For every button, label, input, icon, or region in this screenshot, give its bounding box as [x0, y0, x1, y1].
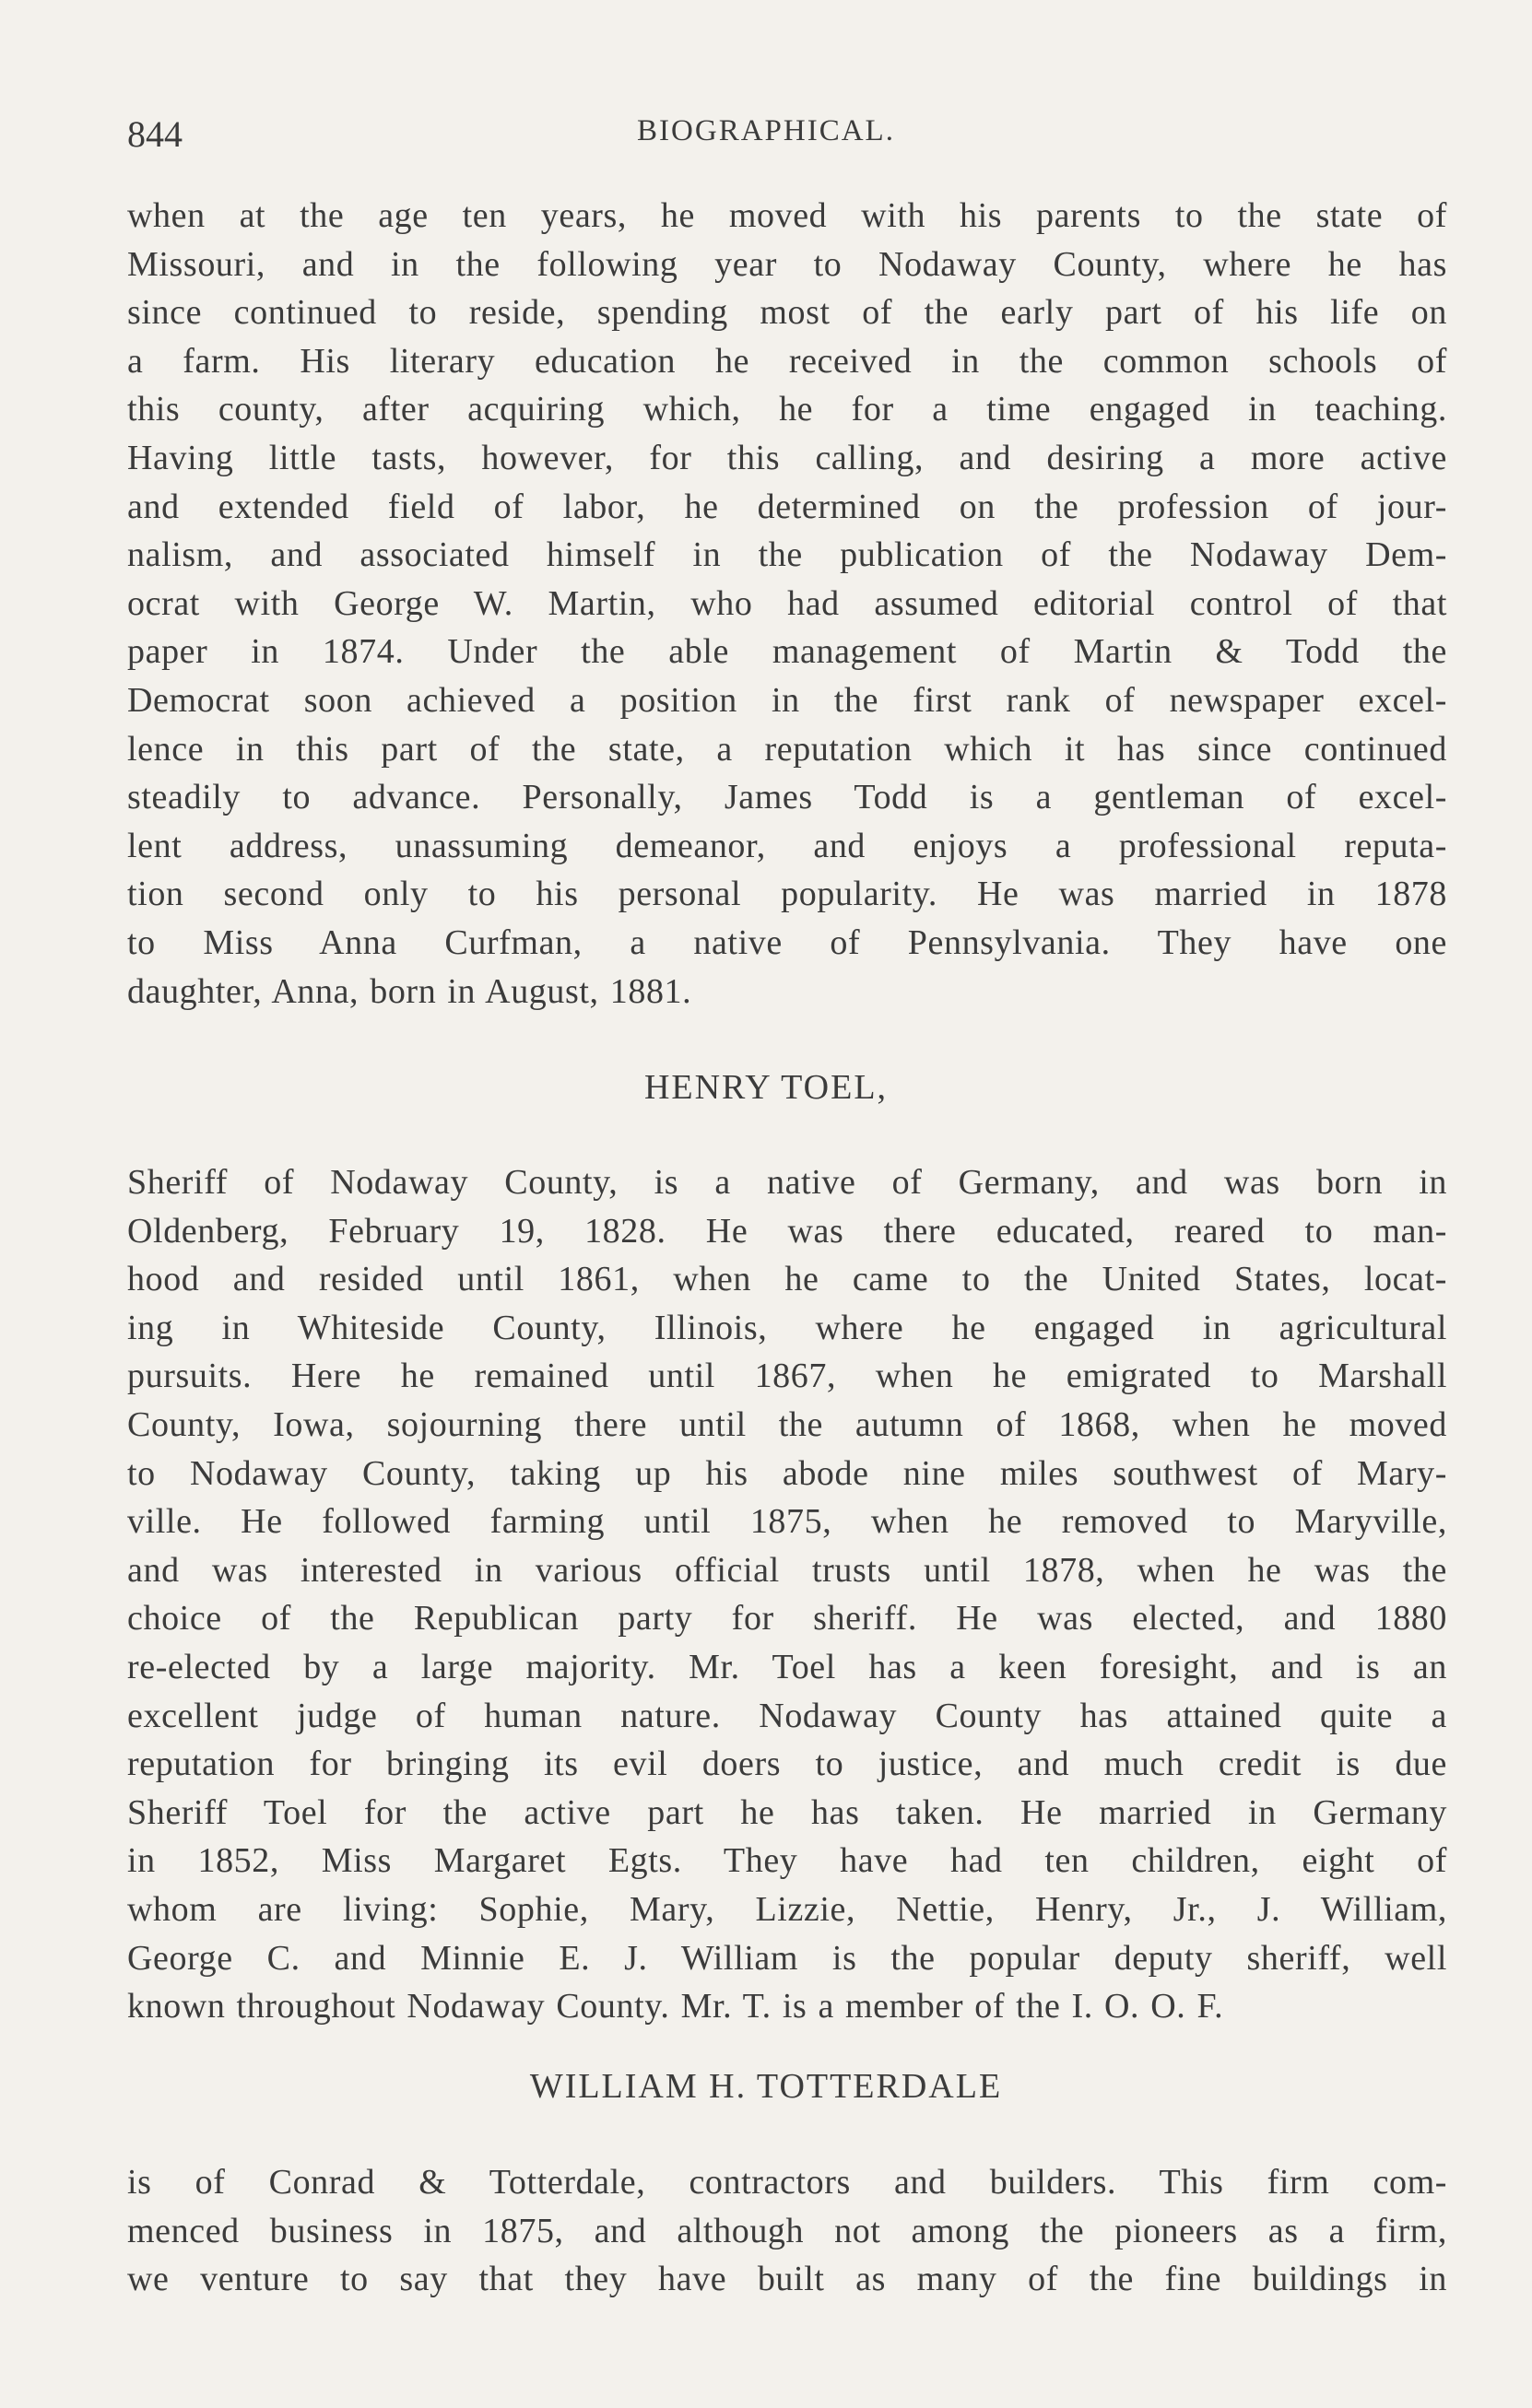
text-line: menced business in 1875, and although not among the pioneers as a firm, — [127, 2211, 1447, 2250]
text-line: and was interested in various official trusts until 1878, when he was the — [127, 1550, 1447, 1590]
text-line: steadily to advance. Personally, James Todd is a gentleman of excel- — [127, 778, 1447, 817]
paragraph-james-todd-continued — [127, 192, 1447, 1016]
running-title: BIOGRAPHICAL. — [637, 114, 895, 147]
text-line: County, Iowa, sojourning there until the autumn of 1868, when he moved — [127, 1404, 1447, 1444]
text-line: known throughout Nodaway County. Mr. T. is a member of the I. O. O. F. — [127, 1987, 1224, 2026]
text-line: daughter, Anna, born in August, 1881. — [127, 971, 692, 1011]
text-line: paper in 1874. Under the able management of Martin & Todd the — [127, 632, 1447, 672]
text-line: Oldenberg, February 19, 1828. He was there educated, reared to man- — [127, 1211, 1447, 1251]
text-line: Sheriff Toel for the active part he has taken. He married in Germany — [127, 1792, 1447, 1832]
text-line: lence in this part of the state, a reputation which it has since continued — [127, 729, 1447, 769]
text-line: Sheriff of Nodaway County, is a native of Germany, and was born in — [127, 1163, 1447, 1202]
text-line: excellent judge of human nature. Nodaway County has attained quite a — [127, 1696, 1447, 1735]
text-line: Having little tasts, however, for this calling, and desiring a more active — [127, 438, 1447, 477]
text-line: in 1852, Miss Margaret Egts. They have had ten children, eight of — [127, 1841, 1447, 1881]
text-line: tion second only to his personal popularity. He was married in 1878 — [127, 875, 1447, 914]
paragraph-henry-toel — [127, 1158, 1447, 2031]
text-line: whom are living: Sophie, Mary, Lizzie, Nettie, Henry, Jr., J. William, — [127, 1889, 1447, 1929]
text-line: hood and resided until 1861, when he came to the United States, locat- — [127, 1260, 1447, 1299]
text-line: to Miss Anna Curfman, a native of Pennsylvania. They have one — [127, 922, 1447, 962]
text-line: a farm. His literary education he received in the common schools of — [127, 341, 1447, 381]
text-line: and extended field of labor, he determined on the profession of jour- — [127, 487, 1447, 526]
text-line: choice of the Republican party for sheriff. He was elected, and 1880 — [127, 1599, 1447, 1639]
text-line: to Nodaway County, taking up his abode nine miles southwest of Mary- — [127, 1453, 1447, 1493]
heading-william-totterdale: WILLIAM H. TOTTERDALE — [529, 2067, 1003, 2106]
text-line: since continued to reside, spending most of the early part of his life on — [127, 293, 1447, 333]
text-line: this county, after acquiring which, he for a time engaged in teaching. — [127, 390, 1447, 429]
text-line: nalism, and associated himself in the publication of the Nodaway Dem- — [127, 535, 1447, 575]
text-line: re-elected by a large majority. Mr. Toel has a keen foresight, and is an — [127, 1647, 1447, 1686]
text-line: pursuits. Here he remained until 1867, when he emigrated to Marshall — [127, 1357, 1447, 1396]
text-line: Missouri, and in the following year to Nodaway County, where he has — [127, 244, 1447, 284]
text-line: Democrat soon achieved a position in the first rank of newspaper excel- — [127, 680, 1447, 720]
text-line: is of Conrad & Totterdale, contractors and builders. This firm com- — [127, 2163, 1447, 2202]
heading-henry-toel: HENRY TOEL, — [643, 1068, 889, 1107]
text-line: George C. and Minnie E. J. William is the popular deputy sheriff, well — [127, 1938, 1447, 1978]
text-line: ing in Whiteside County, Illinois, where he engaged in agricultural — [127, 1308, 1447, 1347]
text-line: reputation for bringing its evil doers to justice, and much credit is due — [127, 1744, 1447, 1784]
text-line: lent address, unassuming demeanor, and enjoys a professional reputa- — [127, 826, 1447, 865]
page-number: 844 — [127, 113, 183, 155]
text-line: ville. He followed farming until 1875, when he removed to Maryville, — [127, 1502, 1447, 1542]
text-line: when at the age ten years, he moved with his parents to the state of — [127, 196, 1447, 235]
paragraph-william-totterdale — [127, 2158, 1447, 2304]
text-line: we venture to say that they have built as many of the fine buildings in — [127, 2260, 1447, 2299]
text-line: ocrat with George W. Martin, who had assumed editorial control of that — [127, 583, 1447, 623]
